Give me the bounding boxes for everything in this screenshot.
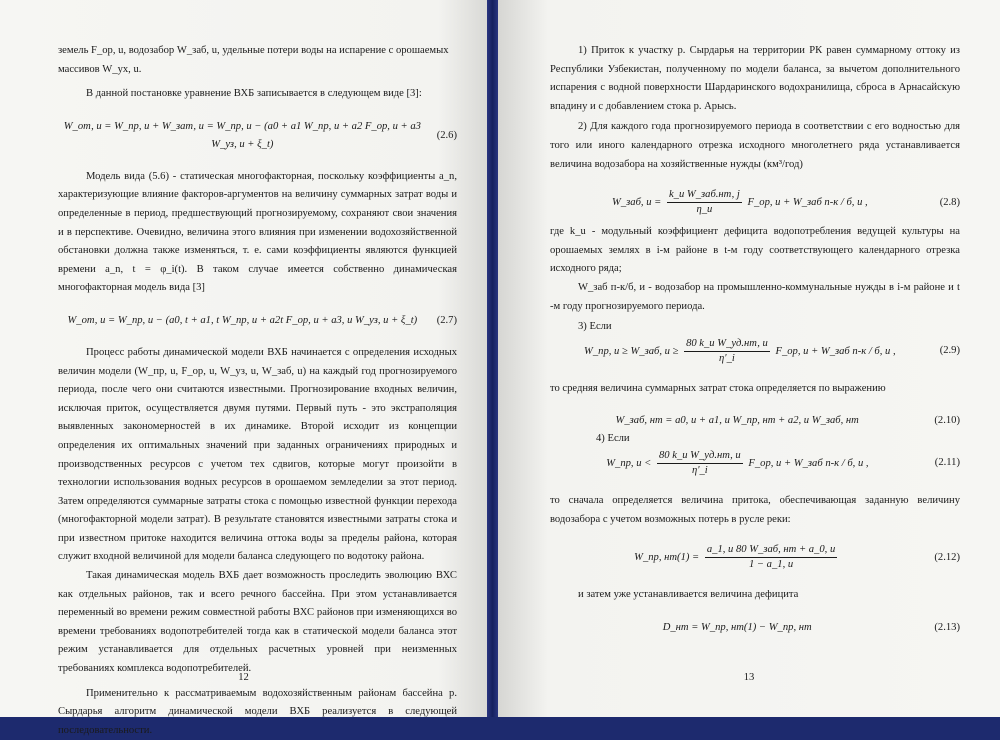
equation-2-9: [550, 337, 960, 366]
equation-2-12-fraction: [705, 543, 837, 572]
equation-2-8-expr: [550, 188, 930, 217]
equation-2-11-denominator: η'_i: [691, 464, 708, 476]
equation-2-11-expr: [550, 449, 925, 478]
right-paragraph-4: W_заб п-к/б, и - водозабор на промышленно-коммунальные нужды в i-м районе и t -м году прогнозируемого периода.: [550, 281, 960, 312]
equation-2-9-numerator: 80 k_u W_уд.нт, u: [684, 337, 770, 352]
equation-2-8-number: (2.8): [939, 196, 960, 208]
equation-2-11-numerator: 80 k_u W_уд.нт, u: [657, 449, 743, 464]
equation-2-12-lhs: W_пр, нт(1) =: [634, 552, 700, 564]
equation-2-8-fraction: [667, 188, 742, 217]
equation-2-12-numerator: a_1, и 80 W_заб, нт + a_0, и: [705, 543, 837, 558]
right-paragraph-7: и затем уже устанавливается величина дефицита: [578, 589, 799, 601]
right-paragraph-2: 2) Для каждого года прогнозируемого периода в соответствии с его водностью для того или иного календарного отрезка исходного многолетнего ряда устанавливается величина водозабора на хозяйственные нужды (км³/год): [550, 121, 960, 170]
right-paragraph-3: где k_u - модульный коэффициент дефицита водопотребления ведущей культуры на орошаемых землях в i-м районе в t-м году соответствующего календарного отрезка исходного ряда;: [550, 226, 960, 275]
left-paragraph-process: Процесс работы динамической модели ВХБ начинается с определения исходных величин модели (W_пр, u, F_ор, u, W_уз, u, W_заб, u) на каждый год прогнозируемого периода, после чего они считаются известными. Прогнозирование входных величин, исключая приток, осуществляется двумя путями. Первый путь - это экстраполяция выявленных закономерностей в их динамике. Второй исходит из концепции определения их оптимальных значений при заданных ограничениях природных и производственных ресурсов с учетом тех сдвигов, которые могут произойти в технологии использования водных ресурсов в орошаемом земледелии за этот период. Затем определяются суммарные затраты стока с помощью известной функции перехода (многофакторной модели затрат). В результате становятся известными затраты стока и при известном притоке находится величина оттока воды за пределы района, которая служит входной величиной для модели баланса следующего по водотоку района.: [58, 346, 457, 563]
right-paragraph-1: 1) Приток к участку р. Сырдарья на территории РК равен суммарному оттоку из Республики Узбекистан, полученному по модели баланса, за вычетом дополнительного испарения с водной поверхности Шардаринского водохранилища, сброса в Арнасайскую впадину и с добавлением стока р. Арысь.: [550, 45, 960, 112]
equation-2-11: [550, 449, 960, 478]
equation-2-8-lhs: W_заб, u =: [612, 197, 662, 209]
right-page: [498, 0, 1000, 717]
left-line-1: земель F_ор, u, водозабор W_заб, u, удельные потери воды на испарение с орошаемых массивов W_ух, u.: [58, 45, 449, 75]
right-case-4: 4) Если: [596, 433, 630, 445]
right-case-3: 3) Если: [578, 321, 612, 333]
left-page: [0, 0, 487, 736]
equation-2-12: [550, 543, 960, 572]
equation-2-11-number: (2.11): [934, 457, 960, 469]
left-paragraph-model: Модель вида (5.6) - статическая многофакторная, поскольку коэффициенты a_n, характеризующие влияние факторов-аргументов на величину суммарных затрат воды и определенные в период, предшествующий прогнозируемому, сохраняют свои значения и в перспективе. Очевидно, величина этого влияния при изменении водохозяйственной обстановки должна также изменяться, т. е. сами коэффициенты являются функцией времени a_n, t = φ_i(t). В таком случае имеется собственно динамическая многофакторная модель вида [3]: [58, 170, 457, 294]
equation-2-12-expr: [550, 543, 924, 572]
equation-2-13-expr: D_нт = W_пр, нт(1) − W_пр, нт: [662, 621, 812, 633]
right-paragraph-6: то сначала определяется величина притока, обеспечивающая заданную величину водозабора с учетом возможных потерь в русле реки:: [550, 494, 960, 525]
equation-2-12-number: (2.12): [934, 551, 960, 563]
equation-2-11-rest: F_ор, u + W_заб п-к / б, и ,: [748, 457, 869, 469]
equation-2-9-expr: [550, 337, 930, 366]
equation-2-12-denominator: 1 − a_1, и: [748, 559, 794, 571]
equation-2-9-rest: F_ор, u + W_заб п-к / б, и ,: [775, 345, 896, 357]
equation-2-10-number: (2.10): [934, 415, 960, 427]
equation-2-8-numerator: k_u W_заб.нт, j: [667, 188, 742, 203]
equation-2-9-fraction: [684, 337, 770, 366]
equation-2-7-number: (2.7): [436, 314, 457, 326]
equation-2-8-denominator: η_u: [696, 204, 713, 216]
equation-2-7-expr: W_от, u = W_пр, u − (a0, t + a1, t W_пр, u + a2t F_ор, u + a3, u W_уз, u + ξ_t): [67, 314, 418, 326]
page-number-right: 13: [743, 672, 755, 683]
equation-2-6: [58, 118, 457, 154]
left-paragraph-dynamic: Такая динамическая модель ВХБ дает возможность проследить эволюцию ВХС как отдельных районов, так и всего речного бассейна. При этом устанавливается переменный во времени режим совместной работы ВХС районов при изменяющихся во времени требованиях водопотребителей тогда как в статической модели баланса этот режим устанавливается для отдельных расчетных уровней при неизменных требованиях комплекса водопотребителей.: [58, 570, 457, 675]
equation-2-10: [550, 412, 960, 430]
equation-2-9-lhs: W_пр, u ≥ W_заб, u ≥: [584, 345, 679, 357]
equation-2-7: [58, 312, 457, 330]
left-line-2: В данной постановке уравнение ВХБ записывается в следующем виде [3]:: [86, 88, 422, 100]
equation-2-13: [550, 619, 960, 637]
equation-2-6-expr: W_от, u = W_пр, u + W_зат, u = W_пр, u − (a0 + a1 W_пр, u + a2 F_ор, u + a3 W_уз, u + ξ_t): [63, 120, 421, 150]
equation-2-11-fraction: [657, 449, 743, 478]
page-number-left: 12: [238, 672, 249, 683]
equation-2-9-number: (2.9): [939, 345, 960, 357]
equation-2-9-denominator: η'_i: [719, 352, 735, 364]
book-gutter: [487, 0, 498, 717]
equation-2-10-expr: W_заб, нт = a0, и + a1, и W_пр, нт + a2, и W_заб, нт: [615, 415, 859, 427]
equation-2-13-number: (2.13): [934, 621, 960, 633]
equation-2-6-number: (2.6): [436, 129, 457, 141]
equation-2-8: [550, 188, 960, 217]
right-paragraph-5: то средняя величина суммарных затрат стока определяется по выражению: [550, 382, 886, 394]
equation-2-8-rest: F_ор, u + W_заб п-к / б, и ,: [747, 197, 868, 209]
equation-2-11-lhs: W_пр, u <: [606, 457, 652, 469]
left-paragraph-algorithm: Применительно к рассматриваемым водохозяйственным районам бассейна р. Сырдарья алгоритм динамической модели ВХБ реализуется в следующей последовательности.: [58, 687, 457, 736]
